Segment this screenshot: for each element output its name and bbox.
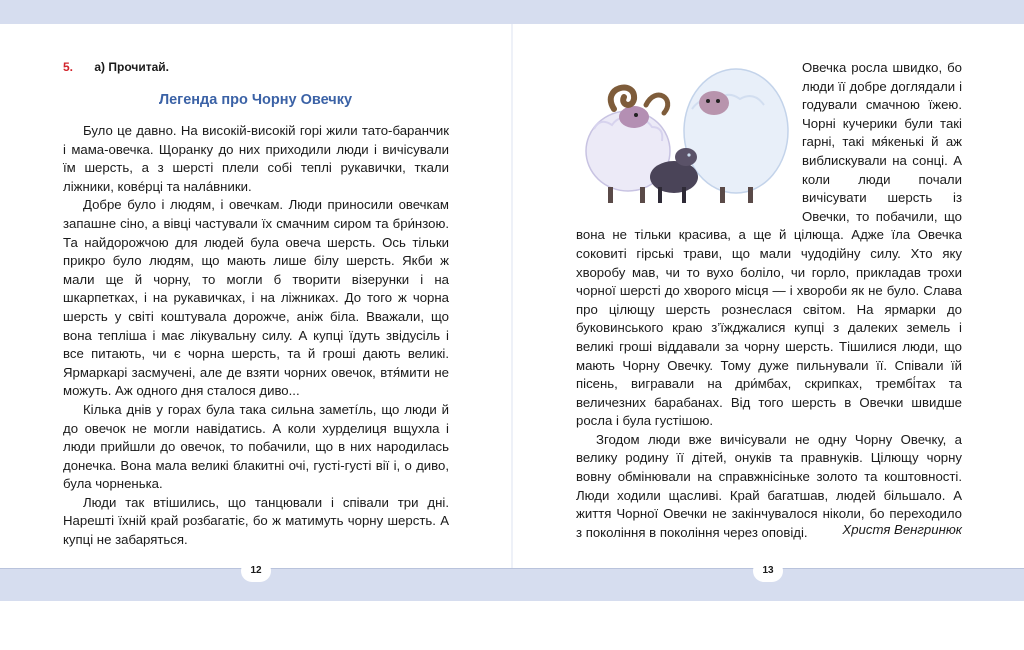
book-gutter [511, 24, 513, 568]
story-title: Легенда про Чорну Овечку [158, 92, 353, 108]
paragraph: Згодом люди вже вичісували не одну Чорну Овечку, а велику родину її дітей, онуків та правнуків. Цілющу чорну вовну обмінювали на справжнісіньке золото та коштовності. Люди ходили щасливі. Край багатшав, людей більшало. А життя Чорної Овечки не закінчувалося ніколи, бо переходило з покоління в покоління через оповіді. [576, 431, 962, 540]
task-instruction: а) Прочитай. [94, 60, 169, 74]
task-number: 5. [63, 60, 74, 74]
page-number-right: 13 [753, 560, 783, 582]
left-text-column [63, 122, 449, 550]
bottom-band [0, 568, 1024, 601]
author-name: Христя Венгринюк [842, 522, 962, 537]
page-number-left: 12 [241, 560, 271, 582]
right-text-column [576, 59, 962, 542]
paragraph: Добре було і людям, і овечкам. Люди приносили овечкам запашне сіно, а вівці частували їх смачним сиром та бри́нзою. Та найдорожчою для людей була овеча шерсть. Ось тільки прикро було людям, що мають лише білу шерсть. Якби ж мали ще й чорну, то могли б творити візерунки і на шкарпетках, і на рукавичках, і на ліжниках. До того ж чорна шерсть у світі коштувала дорожче, аніж біла. Вважали, що вона тепліша і має лікувальну силу. А купці їдуть звідусіль і все питають, чи є чорна шерсть, та й гроші дають великі. Ярмаркарі засмучені, але де взяти чорних овечок, втя́мити не можуть. Аж одного дня сталося диво... [63, 197, 449, 399]
paragraph: Люди так втішились, що танцювали і співали три дні. Нарешті їхній край розбагатіє, бо ж матимуть чорну шерсть. А купці не забаряться. [63, 494, 449, 548]
sheep-family-illustration [576, 59, 792, 209]
task-heading [63, 60, 169, 74]
top-band [0, 0, 1024, 24]
paragraph: Кілька днів у горах була така сильна заметíль, що люди й до овечок не могли навідатись. А коли хурделиця вщухла і люди прийшли до овечок, то побачили, що в них народилась донечка. Вона мала великі блакитні очі, густі-густі вії і, о диво, була чорненька. [63, 401, 449, 492]
ewe-figure [684, 69, 788, 203]
paragraph: Було це давно. На високій-високій горі жили тато-баранчик і мама-овечка. Щоранку до них приходили люди і вичісували їм шерсть, а з шерсті плели собі теплі рукавички, ткали ліжники, ковéрці та налáвники. [63, 123, 449, 194]
paragraph: Овечка росла швидко, бо люди її добре доглядали і годували смачною їжею. Чорні кучерики були такі гарні, такі мя́кенькі й аж виблискували на сонці. А коли люди почали вичісувати шерсть із Овечки, то побачили, що вона не тільки красива, а ще й цілюща. Адже їла Овечка соковиті гірські трави, що мали чудодійну силу. Хто яку хворобу мав, чи то вухо боліло, чи горло, прикладав трохи чорної шерсті до хворого місця — і хвороби як не було. Слава про цілющу шерсть рознеслася світом. На ярмарки до буковинського краю з’їжджалися купці з далеких земель і великі гроші віддавали за чорну шерсть. Тішилися люди, що мають Чорну Овечку. Тому дуже пильнували її. Співали їй пісень, вигравали на дри́мбах, скрипках, трембі́тах та величезних барабанах. Від того шерсть в Овечки швидше росла і була густішою. [576, 60, 962, 429]
